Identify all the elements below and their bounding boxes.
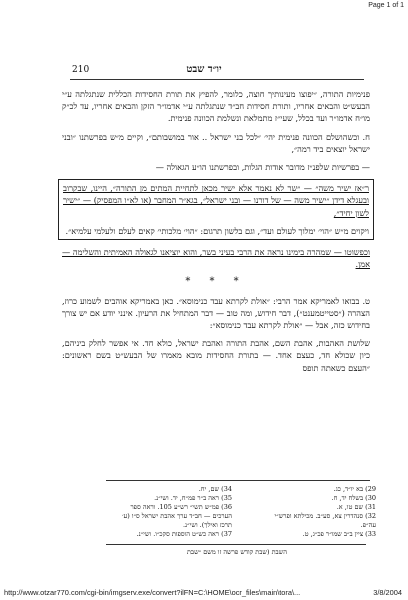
- underlined-conclusion: וכפשוטו — שמהרה בימינו נראה את הרבי בעיני בשר, והוא יוציאנו לגאולה האמיתית והשלימה — אמן.: [62, 247, 370, 270]
- page-url: http://www.otzar770.com/cgi-bin/imgserv.exe/convert?ilFN=C:\HOME\ocr_files\main\tora\...: [4, 588, 301, 597]
- print-date: 3/8/2004: [373, 588, 402, 597]
- boxed-paragraph-1: ר״אז ישיר משה״ — ״שר לא נאמר אלא ישיר מכאן לתחיית המתים מן התורה״, היינו, שבקרוב ובעגלא דידן ״ישיר משה — של דורנו — ובני ישראל״, בגא״ר המחבר (או לא״ו המפסיק) — ״ישיר לשון יחיד״,: [63, 183, 369, 218]
- footnote: 33) ציין ב״ב שמו״ר פכ״ג, ט.: [302, 530, 376, 538]
- paragraph-1: פנימיות התורה, ״יפוצו מעינותיך חוצה, כלומר, להפיץ את תורת החסידות הכללית שנתגלתה ע״י הבעש״ט והבאים אחריו, ותורת חסידות חב״ד שנתגלתה ע״י אדמו״ר הזקן והבאים אחריו, עד לכ״ק מו״ח אדמו״ר ועד בכלל, שעי״ז מתמלאת ונשלמת הכוונה פנימית.: [62, 89, 370, 124]
- parsha-title: יו״ד שבט: [186, 64, 222, 75]
- footnote: 37) ראה כש״ט הוספות סקכ״ו. ושי״נ.: [136, 530, 232, 538]
- paragraph-tes: ט. בבואו לאמריקא אמר הרבי: ״אולת לקרתא עבד כנימוסא״. כאן באמריקא אוהבים לשמוע כרוז, הצהרה (״סטייטמענט״), דבר חידוש, ומה טוב — דבר המתחיל את הרעיון. אינני יודע אם יש צורך בחידוש כזה, אבל — ״אולת לקרתא עבד כנימוסא״:: [62, 295, 370, 331]
- footnote-rule: [106, 480, 370, 481]
- section-stars: * * *: [185, 276, 247, 288]
- footnote: תרכז ואילך). ושי״נ.: [182, 521, 232, 529]
- bottom-rule: [106, 544, 366, 545]
- footnote: הערכים — חב״ד ערך אהבת ישראל ס״ו (ע׳: [122, 512, 232, 520]
- footnote: עה״פ.: [360, 521, 376, 529]
- footnote: 30) בשלח יד, ח.: [331, 494, 376, 502]
- page-number: 210: [72, 65, 90, 75]
- footnotes-right-column: [242, 485, 376, 539]
- page-header: [16, 64, 392, 76]
- main-text: [62, 88, 370, 380]
- footnotes: [98, 485, 376, 539]
- paragraph-ahavos: שלושת האהבות, אהבת השם, אהבת התורה ואהבת ישראל, כולא חד. אי אפשר לחלק ביניהם, כיון שכולא חד, כעצם אחד. — בתורת החסידות מובא מאמרו של הבעש״ט בשם ראשונים: ״העצם כשאתה תופס: [62, 338, 370, 373]
- paragraph-parshiyos: — בפרשיות שלפנ״ז מדובר אודות הגלות, ובפרשתנו הו״ע הגאולה —: [155, 162, 370, 173]
- paragraph-ches: ח. וכשהושלם הכוונה פנימית יהי׳ ״לכל בני ישראל .. אור במושבותם״, וקיים מ״ש בפרשתנו ״ובני ישראל יוצאים ביד רמה״,: [62, 131, 370, 154]
- bottom-note: השבת (שבת קודש פרשה זו משם ״שבת: [186, 548, 288, 556]
- footnote: 35) ראה ב״ר פמ״ח, יד. ושי״נ.: [154, 494, 232, 502]
- page-indicator: Page 1 of 1: [368, 2, 404, 9]
- footnotes-left-column: [98, 485, 232, 539]
- boxed-section: [58, 179, 374, 240]
- scanned-page: [16, 18, 392, 573]
- footnote: 31) שם טו, א.: [336, 503, 376, 511]
- footnote: 36) פמ״ש תשי״ רש״ע 105. וראה ספר: [130, 503, 232, 511]
- header-rule: [70, 79, 364, 80]
- footnote: 32) סנהדרין צא, סע״ב. מכילתא ופרש״י: [274, 512, 376, 520]
- boxed-paragraph-2: ויקוים מ״ש ״הוי׳ ימלוך לעולם ועד״, וגם בלשון תרגום: ״הוי׳ מלכותי׳ קאים לעלם ולעלמי עלמיא״.: [65, 225, 369, 236]
- footnote: 34) שם, יח.: [198, 485, 232, 493]
- footnote: 29) בא יו״ד, כג.: [333, 485, 376, 493]
